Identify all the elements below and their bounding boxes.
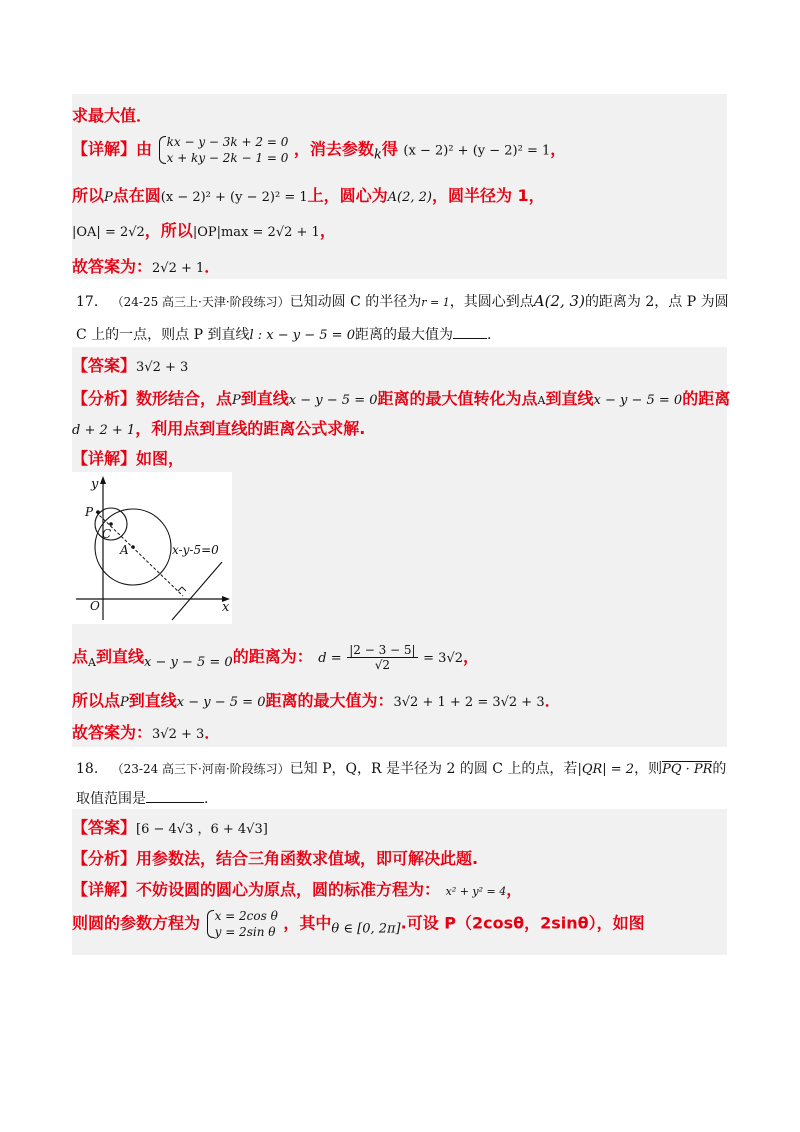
math: 3√2 + 1 + 2 = 3√2 + 3 xyxy=(393,695,545,710)
math: = 3√2 xyxy=(423,651,464,666)
math: θ ∈ [0, 2π] xyxy=(331,921,401,937)
text: ， xyxy=(550,139,567,159)
analysis-tag: 【分析】 xyxy=(72,389,137,408)
p18-answer-line xyxy=(72,815,268,838)
param-system xyxy=(206,908,278,940)
text: 故答案为： xyxy=(72,257,153,276)
p18-param-line xyxy=(72,908,645,940)
text: 距离的最大值为： xyxy=(265,691,394,710)
math: P xyxy=(232,393,241,408)
text: 取值范围是 xyxy=(76,791,146,807)
math: x − y − 5 = 0 xyxy=(143,655,233,671)
p18-question-line2 xyxy=(76,788,208,808)
math: 3√2 + 3 xyxy=(152,727,205,742)
text: 的距离 xyxy=(682,389,731,408)
p17-analysis-line1 xyxy=(72,386,730,409)
equation: x + ky − 2k − 1 = 0 xyxy=(166,151,289,165)
text: 求最大值． xyxy=(72,106,153,125)
text: 的距离为： xyxy=(232,647,313,666)
math: PQ · PR xyxy=(662,762,713,777)
math: x − y − 5 = 0 xyxy=(593,393,683,408)
text: 距离的最大值为 xyxy=(354,327,453,343)
text: ，则 xyxy=(634,761,663,777)
text: ，所以 xyxy=(144,221,193,240)
math: x − y − 5 = 0 xyxy=(288,393,378,408)
answer-blank xyxy=(453,326,487,339)
math: A xyxy=(88,656,96,670)
denominator: √2 xyxy=(374,658,391,672)
math: A xyxy=(537,394,546,407)
answer-blank xyxy=(146,790,204,803)
math: (x − 2)² + (y − 2)² = 1 xyxy=(403,143,551,159)
p17-detail-line xyxy=(72,446,184,469)
math: r = 1 xyxy=(421,296,450,309)
detail-tag: 【详解】 xyxy=(72,449,137,468)
p18-question-line1 xyxy=(76,758,726,778)
text: 的 xyxy=(712,761,727,777)
text: 数形结合，点 xyxy=(136,389,233,408)
analysis-tag: 【分析】 xyxy=(72,849,137,868)
math: |OP|max = 2√2 + 1 xyxy=(192,225,320,240)
text: 到直线 xyxy=(545,389,594,408)
p17-analysis-line2 xyxy=(72,416,365,439)
answer-value: 3√2 + 3 xyxy=(136,360,189,375)
math: x² + y² = 4 xyxy=(445,885,507,898)
text: 距离的最大值转化为点 xyxy=(377,389,538,408)
a-label: A xyxy=(120,543,129,557)
origin-label: O xyxy=(90,599,100,613)
x-label: x xyxy=(222,600,230,615)
text: 所以 xyxy=(72,186,105,205)
p16-detail-line xyxy=(72,134,566,166)
math: d = xyxy=(318,651,342,666)
y-label: y xyxy=(91,477,99,492)
math: P xyxy=(104,190,113,205)
point-p xyxy=(96,510,100,514)
y-axis-arrow xyxy=(100,476,106,484)
text: . xyxy=(204,791,209,807)
text: C 上的一点，则点 P 到直线 xyxy=(76,327,250,343)
answer-tag: 【答案】 xyxy=(72,818,137,837)
text: 不妨设圆的圆心为原点，圆的标准方程为： xyxy=(136,880,441,899)
numerator: |2 − 3 − 5| xyxy=(349,643,416,657)
text: .可设 P（2cosθ，2sinθ），如图 xyxy=(400,913,645,933)
text: 由 xyxy=(136,139,153,159)
equation-system xyxy=(158,134,289,166)
problem-source: （24-25 高三上·天津·阶段练习） xyxy=(111,295,290,309)
text: 到直线 xyxy=(128,691,177,710)
text: 已知 P，Q，R 是半径为 2 的圆 C 上的点，若 xyxy=(289,761,578,777)
text: 上，圆心为 xyxy=(307,186,388,205)
p18-detail-line xyxy=(72,877,522,900)
circle-line-diagram xyxy=(72,472,232,624)
text: . xyxy=(486,327,492,343)
answer-tag: 【答案】 xyxy=(72,356,137,375)
text: ， xyxy=(463,647,480,666)
text: 得 xyxy=(381,139,398,159)
point-a xyxy=(131,545,135,549)
text: ， xyxy=(506,880,523,899)
c-label: C xyxy=(102,527,112,541)
text: 如图， xyxy=(136,449,185,468)
p16-answer xyxy=(72,254,220,277)
text: 到直线 xyxy=(240,389,289,408)
problem-number: 18. xyxy=(76,761,99,777)
text: ，其圆心到点 xyxy=(449,294,534,310)
problem-number: 17. xyxy=(76,294,99,310)
math: d + 2 + 1 xyxy=(72,423,136,438)
math: 2√2 + 1 xyxy=(152,261,205,276)
math: A(2, 2) xyxy=(387,190,432,205)
text: 则圆的参数方程为 xyxy=(72,913,201,933)
math: (x − 2)² + (y − 2)² = 1 xyxy=(160,190,308,205)
line-label: x-y-5=0 xyxy=(172,543,219,557)
p17-question-line2 xyxy=(76,324,491,344)
answer-value: [6 − 4√3 ，6 + 4√3] xyxy=(136,822,268,837)
equation: y = 2sin θ xyxy=(214,925,276,939)
fraction xyxy=(347,643,417,672)
p16-line3 xyxy=(72,183,545,206)
equation: x = 2cos θ xyxy=(214,909,278,923)
equation: kx − y − 3k + 2 = 0 xyxy=(166,135,289,149)
math: l : x − y − 5 = 0 xyxy=(249,328,355,343)
text: ，消去参数 xyxy=(293,139,374,159)
p17-figure xyxy=(72,472,232,624)
text: 点 xyxy=(72,647,89,666)
math: |OA| = 2√2 xyxy=(72,225,145,240)
detail-tag: 【详解】 xyxy=(72,880,137,899)
math: A(2, 3) xyxy=(533,292,585,310)
p17-distance-line xyxy=(72,643,479,672)
math: |QR| = 2 xyxy=(577,762,635,777)
text: 用参数法，结合三角函数求值域，即可解决此题. xyxy=(136,849,479,868)
p17-final-answer xyxy=(72,720,220,743)
text: ． xyxy=(544,691,561,710)
text: 故答案为： xyxy=(72,723,153,742)
problem-source: （23-24 高三下·河南·阶段练习） xyxy=(111,762,290,776)
text: ． xyxy=(204,257,221,276)
text: 的距离为 2，点 P 为圆 xyxy=(584,294,729,310)
p16-line1 xyxy=(72,103,152,126)
right-angle-mark xyxy=(178,587,186,591)
p16-line4 xyxy=(72,218,336,241)
p-label: P xyxy=(85,505,94,519)
text: ， xyxy=(319,221,336,240)
p17-question-line1 xyxy=(76,291,729,311)
p17-answer-line xyxy=(72,353,188,376)
math: k xyxy=(373,147,382,163)
text: ，利用点到直线的距离公式求解. xyxy=(135,419,366,438)
text: 已知动圆 C 的半径为 xyxy=(289,294,422,310)
text: 到直线 xyxy=(95,647,144,666)
text: ，圆半径为 1， xyxy=(431,186,545,205)
text: 所以点 xyxy=(72,691,121,710)
text: ． xyxy=(204,723,221,742)
line-l xyxy=(172,562,222,620)
detail-tag: 【详解】 xyxy=(72,139,137,159)
p18-analysis-line xyxy=(72,846,478,869)
math: x − y − 5 = 0 xyxy=(176,695,266,710)
math: P xyxy=(120,695,129,710)
text: 点在圆 xyxy=(112,186,161,205)
p17-max-line xyxy=(72,688,561,711)
text: ，其中 xyxy=(283,913,332,933)
point-c xyxy=(109,522,113,526)
